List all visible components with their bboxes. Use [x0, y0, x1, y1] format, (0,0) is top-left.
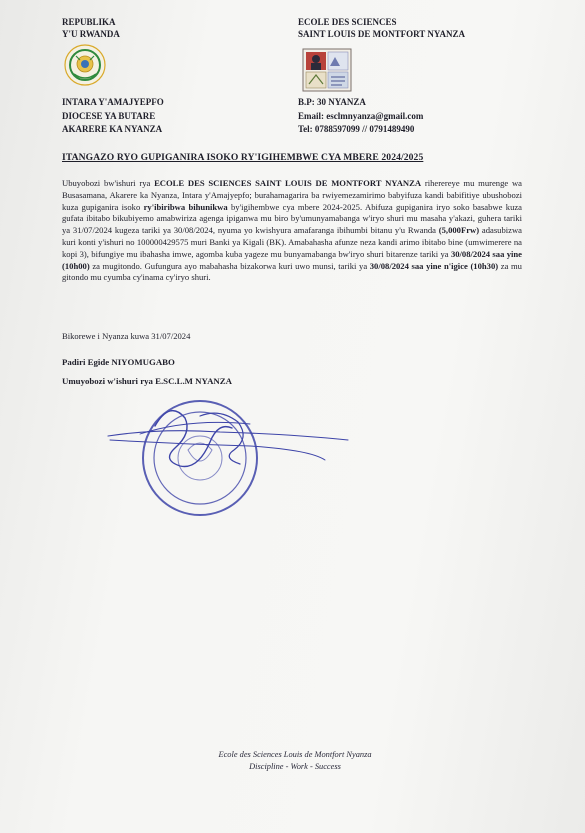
- header-contacts: [298, 96, 423, 137]
- signatory-name: Padiri Egide NIYOMUGABO: [62, 357, 175, 367]
- header-line: Email: esclmnyanza@gmail.com: [298, 110, 424, 121]
- body-text: adasubizwa kuri konti y'ishuri no 100000429575 muri Banki ya Kigali (BK). Amabahasha afunze neza kandi arimo ibitabo bine (umwimerere na kopi 3), bifungiye mu ibahasha imwe, agomba kuba yageze mu bunyamabanga bw'iryo shuri bitarenze tariki ya: [62, 225, 522, 259]
- date-line: Bikorewe i Nyanza kuwa 31/07/2024: [62, 331, 191, 341]
- header-line: B.P: 30 NYANZA: [298, 97, 366, 107]
- body-school-name: ECOLE DES SCIENCES SAINT LOUIS DE MONTFORT NYANZA: [154, 178, 422, 188]
- header-region: [62, 96, 164, 137]
- header-school: [298, 16, 465, 40]
- header-country: [62, 16, 120, 40]
- body-text: za mu gitondo mu cyumba cy'inama cy'iryo shuri.: [62, 260, 522, 283]
- body-bold: 30/08/2024 saa yine n'igice (10h30): [369, 260, 499, 271]
- header-line: Tel: 0788597099 // 0791489490: [298, 124, 415, 134]
- signatory-title: Umuyobozi w'ishuri rya E.SC.L.M NYANZA: [62, 376, 233, 386]
- footer-line: Ecole des Sciences Louis de Montfort Nyanza: [218, 750, 372, 759]
- notice-title: ITANGAZO RYO GUPIGANIRA ISOKO RY'IGIHEMBWE CYA MBERE 2024/2025: [62, 152, 424, 163]
- notice-body: [62, 178, 522, 284]
- header-line: ECOLE DES SCIENCES: [298, 17, 397, 27]
- body-text: za mugitondo. Gufungura ayo mabahasha bizakorwa kuri uwo munsi, tariki ya: [89, 260, 370, 271]
- body-text: by'igihembwe cya mbere 2024-2025. Abifuza gupiganira iryo soko basabwe kuza gufata ibitabo bikubiyemo amabwiriza agenga ipiganwa mu biro by'umunyamabanga w'iryo shuri mu masaha y'akazi, guhera tariki ya 31/07/2024 kugeza tariki ya 30/08/2024, nyuma yo kwishyura amafaranga ibihumbi bitanu y'u Rwanda: [62, 201, 522, 236]
- footer: [160, 749, 430, 773]
- body-bold: ry'ibiribwa bihunikwa: [143, 201, 228, 212]
- header-line: INTARA Y'AMAJYEPFO: [62, 97, 164, 107]
- body-text: Ubuyobozi bw'ishuri rya: [62, 178, 155, 188]
- header-line: SAINT LOUIS DE MONTFORT NYANZA: [298, 29, 466, 39]
- body-bold: (10h00): [62, 260, 90, 271]
- footer-motto: Discipline - Work - Success: [249, 762, 341, 771]
- body-text: riherereye mu murenge wa Busasamana, Akarere ka Nyanza, Intara y'Amajyepfo; burahamagarira ba rwiyemezamirimo babyifuza kandi babifitiye ubushobozi kuza gupiganira isoko: [62, 178, 522, 212]
- rwanda-seal-icon: [64, 44, 106, 86]
- body-bold: 30/08/2024 saa yine: [450, 248, 522, 259]
- header-line: Y'U RWANDA: [62, 29, 120, 39]
- header-line: AKARERE KA NYANZA: [62, 124, 163, 134]
- header-line: DIOCESE YA BUTARE: [62, 110, 156, 121]
- stamp-signature-icon: [100, 388, 360, 523]
- school-logo-icon: [302, 48, 352, 92]
- body-bold: (5,000Frw): [438, 225, 480, 236]
- header-line: REPUBLIKA: [62, 17, 116, 27]
